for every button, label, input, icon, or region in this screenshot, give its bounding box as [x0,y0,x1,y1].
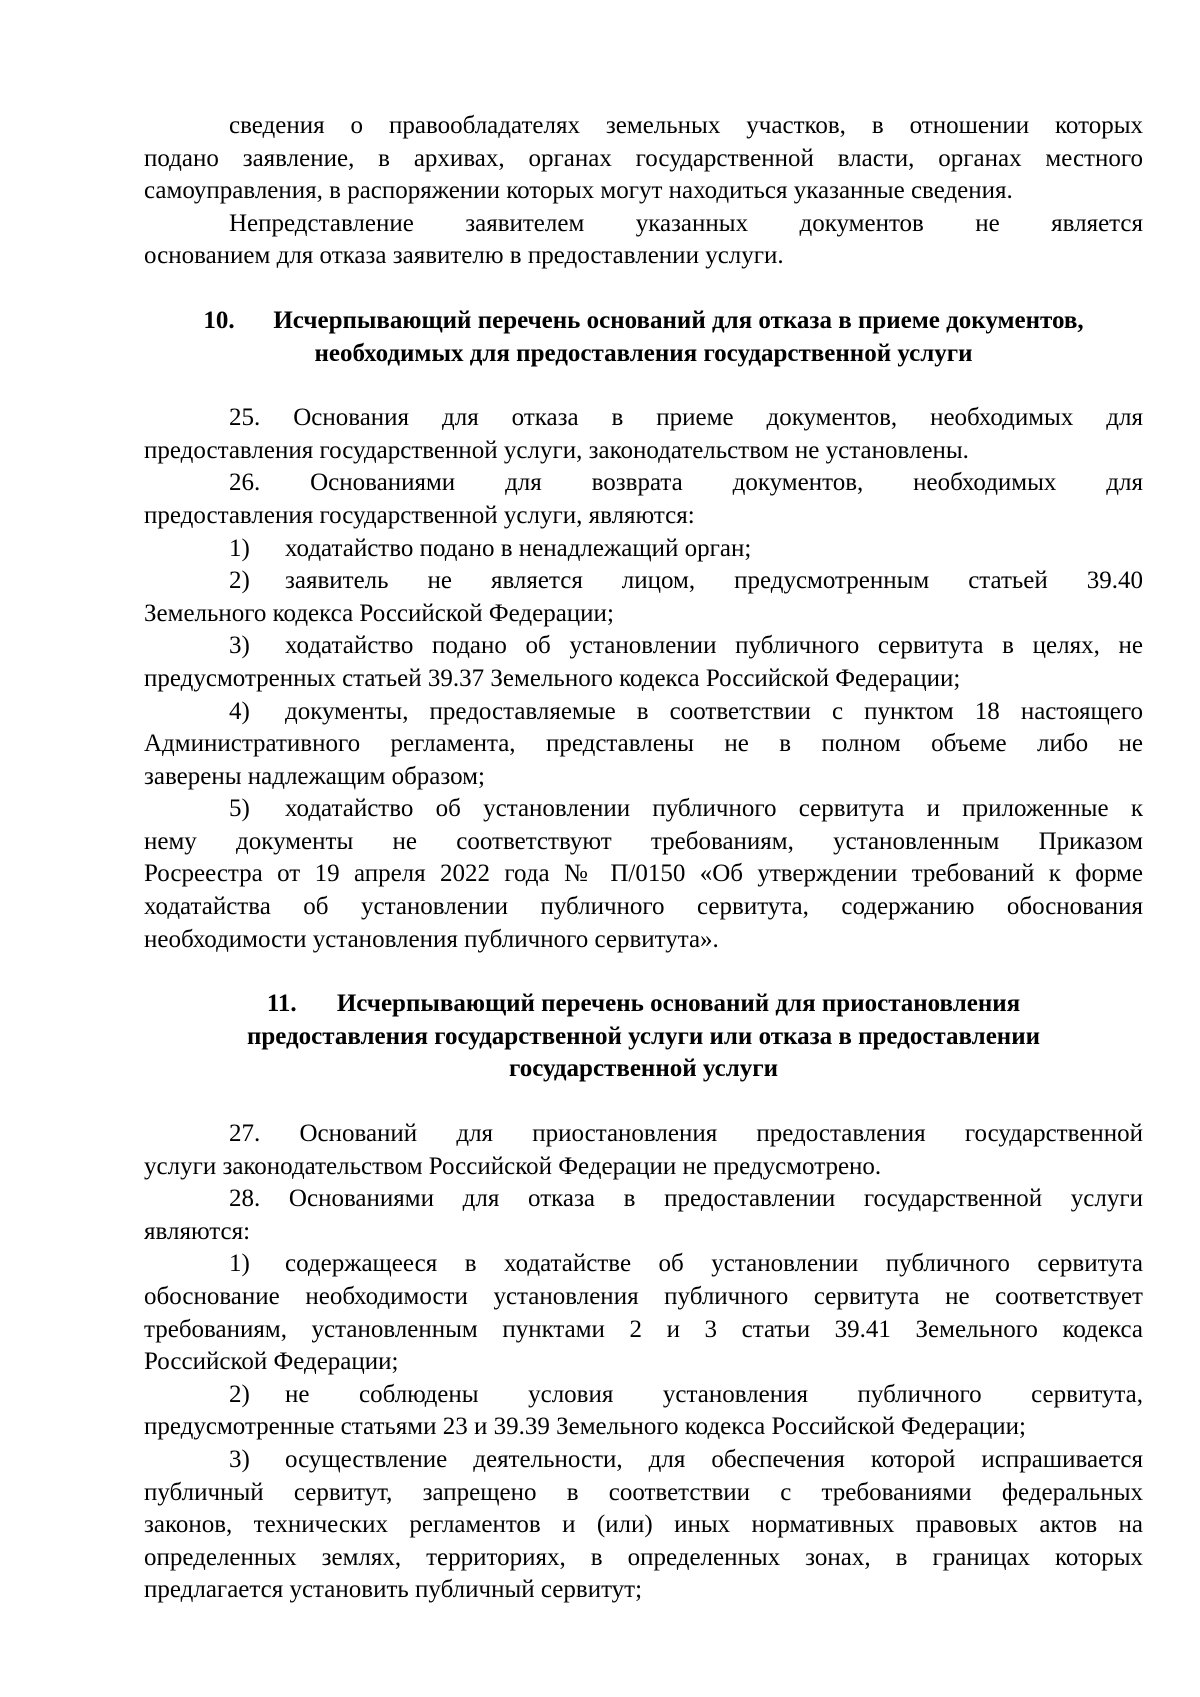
list-item-number: 2) [229,1380,250,1408]
heading-line: предоставления государственной услуги или отказа в предоставлении [246,1022,1041,1050]
list-item-line: Росреестра от 19 апреля 2022 года № П/0150 «Об утверждении требований к форме [144,860,1143,888]
intro-line: сведения о правообладателях земельных участков, в отношении которых [229,112,1143,139]
list-item-line: законов, технических регламентов и (или) иных нормативных правовых актов на [144,1511,1143,1539]
paragraph-25-line: 25. Основания для отказа в приеме документов, необходимых для [229,404,1143,432]
list-item-line: Административного регламента, представлены не в полном объеме либо не [144,730,1143,758]
list-item-number: 1) [229,1250,250,1278]
list-item-line: предлагается установить публичный сервитут; [144,1576,643,1604]
list-item-line [144,1444,1143,1477]
section-11-list [144,1248,1143,1607]
intro-paragraph-line: Непредставление заявителем указанных документов не является [229,209,1143,237]
heading-line: Исчерпывающий перечень оснований для приостановления [336,990,1021,1018]
list-item-text: ходатайство об установлении публичного сервитута и приложенные к [285,795,1143,823]
paragraph-26-line: предоставления государственной услуги, являются: [144,501,695,529]
list-item-line: предусмотренные статьями 23 и 39.39 Земельного кодекса Российской Федерации; [144,1413,1026,1441]
paragraph-27-line: 27. Оснований для приостановления предоставления государственной [229,1120,1143,1148]
intro-paragraph-line: основанием для отказа заявителю в предоставлении услуги. [144,242,784,270]
paragraph-27-line: услуги законодательством Российской Федерации не предусмотрено. [144,1152,882,1180]
section-10-heading [144,305,1143,370]
list-item-line [144,793,1143,826]
section-11-heading [144,988,1143,1086]
heading-line: необходимых для предоставления государственной услуги [314,339,973,367]
paragraph-26-line: 26. Основаниями для возврата документов, необходимых для [229,469,1143,497]
heading-line: государственной услуги [508,1055,779,1083]
list-item-text: осуществление деятельности, для обеспечения которой испрашивается [285,1445,1143,1473]
section-number: 11. [266,990,297,1018]
paragraph-28-line: 28. Основаниями для отказа в предоставлении государственной услуги [229,1185,1143,1213]
list-item-line: определенных землях, территориях, в определенных зонах, в границах которых [144,1543,1143,1571]
list-item-text: содержащееся в ходатайстве об установлении публичного сервитута [285,1250,1143,1278]
list-item-line: предусмотренных статьей 39.37 Земельного кодекса Российской Федерации; [144,664,961,692]
heading-line: Исчерпывающий перечень оснований для отказа в приеме документов, [273,306,1084,334]
list-item-number: 5) [229,795,250,823]
list-item-line: Российской Федерации; [144,1348,399,1376]
list-item-line [144,565,1143,598]
section-number: 10. [203,306,235,334]
list-item-line [144,1379,1143,1412]
list-item-line: публичный сервитут, запрещено в соответствии с требованиями федеральных [144,1478,1143,1506]
list-item-line: необходимости установления публичного сервитута». [144,925,719,953]
list-item-line: требованиям, установленным пунктами 2 и 3 статьи 39.41 Земельного кодекса [144,1315,1143,1343]
list-item-text: ходатайство подано в ненадлежащий орган; [285,534,752,562]
list-item-number: 4) [229,697,250,725]
list-item-line: Земельного кодекса Российской Федерации; [144,599,614,627]
intro-line: самоуправления, в распоряжении которых могут находиться указанные сведения. [144,177,1013,205]
list-item-line: обоснование необходимости установления публичного сервитута не соответствует [144,1283,1143,1310]
list-item-line: ходатайства об установлении публичного сервитута, содержанию обоснования [144,893,1143,921]
list-item-line: нему документы не соответствуют требованиям, установленным Приказом [144,827,1143,855]
list-item-line [144,630,1143,663]
list-item-text: не соблюдены условия установления публичного сервитута, [285,1380,1143,1408]
list-item-number: 1) [229,534,250,562]
list-item-line: заверены надлежащим образом; [144,762,485,790]
intro-line: подано заявление, в архивах, органах государственной власти, органах местного [144,144,1143,172]
paragraph-28-line: являются: [144,1217,251,1245]
list-item-text: документы, предоставляемые в соответствии с пунктом 18 настоящего [285,697,1143,725]
list-item-line [144,533,1143,566]
paragraph-25-line: предоставления государственной услуги, законодательством не установлены. [144,436,969,464]
section-10-list [144,533,1143,957]
list-item-number: 2) [229,567,250,595]
list-item-number: 3) [229,632,250,660]
list-item-line [144,1248,1143,1281]
list-item-number: 3) [229,1445,250,1473]
list-item-text: заявитель не является лицом, предусмотренным статьей 39.40 [285,567,1143,595]
list-item-text: ходатайство подано об установлении публичного сервитута в целях, не [285,632,1143,660]
list-item-line [144,696,1143,729]
